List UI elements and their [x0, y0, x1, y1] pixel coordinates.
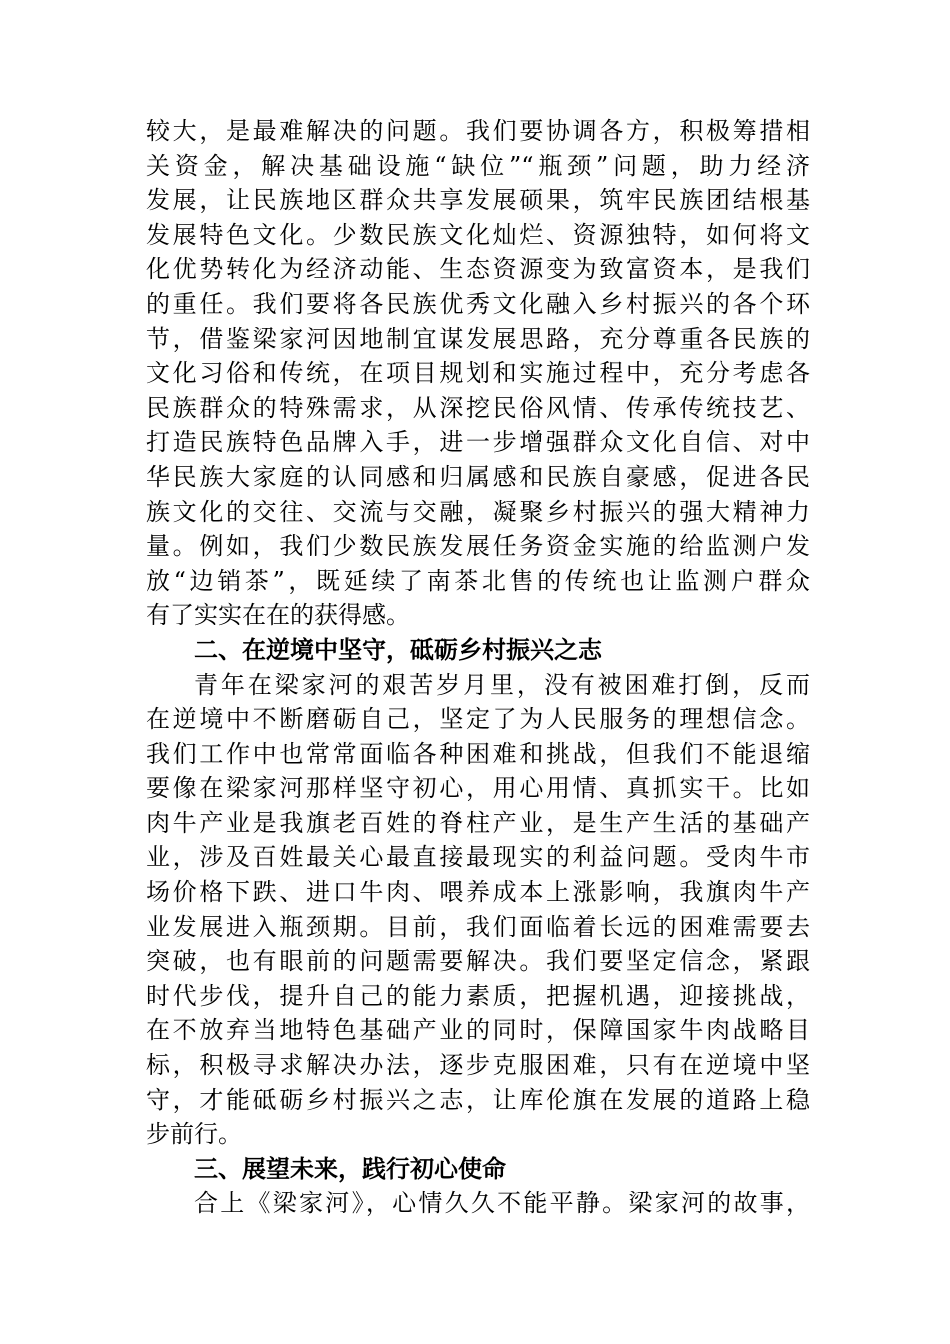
section-heading-3: 三、展望未来，践行初心使命 — [194, 1154, 506, 1183]
body-line: 时代步伐，提升自己的能力素质，把握机遇，迎接挑战， — [146, 981, 810, 1010]
body-line: 场价格下跌、进口牛肉、喂养成本上涨影响，我旗肉牛产 — [146, 878, 810, 907]
body-line: 族文化的交往、交流与交融，凝聚乡村振兴的强大精神力 — [146, 497, 810, 526]
body-line: 在逆境中不断磨砺自己，坚定了为人民服务的理想信念。 — [146, 705, 810, 734]
body-line: 华民族大家庭的认同感和归属感和民族自豪感，促进各民 — [146, 462, 810, 491]
body-line: 打造民族特色品牌入手，进一步增强群众文化自信、对中 — [146, 428, 810, 457]
body-line: 步前行。 — [146, 1120, 242, 1149]
body-line: 业，涉及百姓最关心最直接最现实的利益问题。受肉牛市 — [146, 843, 810, 872]
body-line: 要像在梁家河那样坚守初心，用心用情、真抓实干。比如 — [146, 774, 810, 803]
body-line: 较大，是最难解决的问题。我们要协调各方，积极筹措相 — [146, 117, 810, 145]
body-line: 民族群众的特殊需求，从深挖民俗风情、传承传统技艺、 — [146, 393, 810, 422]
body-line: 量。例如，我们少数民族发展任务资金实施的给监测户发 — [146, 532, 810, 561]
body-line: 文化习俗和传统，在项目规划和实施过程中，充分考虑各 — [146, 359, 810, 388]
body-line: 业发展进入瓶颈期。目前，我们面临着长远的困难需要去 — [146, 912, 810, 941]
section-heading-2: 二、在逆境中坚守，砥砺乡村振兴之志 — [194, 635, 602, 664]
body-line: 我们工作中也常常面临各种困难和挑战，但我们不能退缩 — [146, 739, 810, 768]
body-line: 放“边销茶”，既延续了南茶北售的传统也让监测户群众 — [146, 566, 810, 595]
body-line: 化优势转化为经济动能、生态资源变为致富资本，是我们 — [146, 255, 810, 284]
body-line: 节，借鉴梁家河因地制宜谋发展思路，充分尊重各民族的 — [146, 324, 810, 353]
body-line: 标，积极寻求解决办法，逐步克服困难，只有在逆境中坚 — [146, 1051, 810, 1080]
paragraph-first-line: 合上《梁家河》，心情久久不能平静。梁家河的故事， — [194, 1189, 810, 1218]
body-line: 突破，也有眼前的问题需要解决。我们要坚定信念，紧跟 — [146, 947, 810, 976]
body-line: 发展特色文化。少数民族文化灿烂、资源独特，如何将文 — [146, 220, 810, 249]
body-line: 的重任。我们要将各民族优秀文化融入乡村振兴的各个环 — [146, 289, 810, 318]
document-body — [146, 114, 810, 1221]
body-line: 关资金，解决基础设施“缺位”“瓶颈”问题，助力经济 — [146, 151, 810, 180]
body-line: 有了实实在在的获得感。 — [146, 601, 410, 630]
body-line: 守，才能砥砺乡村振兴之志，让库伦旗在发展的道路上稳 — [146, 1085, 810, 1114]
paragraph-first-line: 青年在梁家河的艰苦岁月里，没有被困难打倒，反而 — [194, 670, 810, 699]
body-line: 在不放弃当地特色基础产业的同时，保障国家牛肉战略目 — [146, 1016, 810, 1045]
body-line: 肉牛产业是我旗老百姓的脊柱产业，是生产生活的基础产 — [146, 808, 810, 837]
body-line: 发展，让民族地区群众共享发展硕果，筑牢民族团结根基 — [146, 186, 810, 215]
